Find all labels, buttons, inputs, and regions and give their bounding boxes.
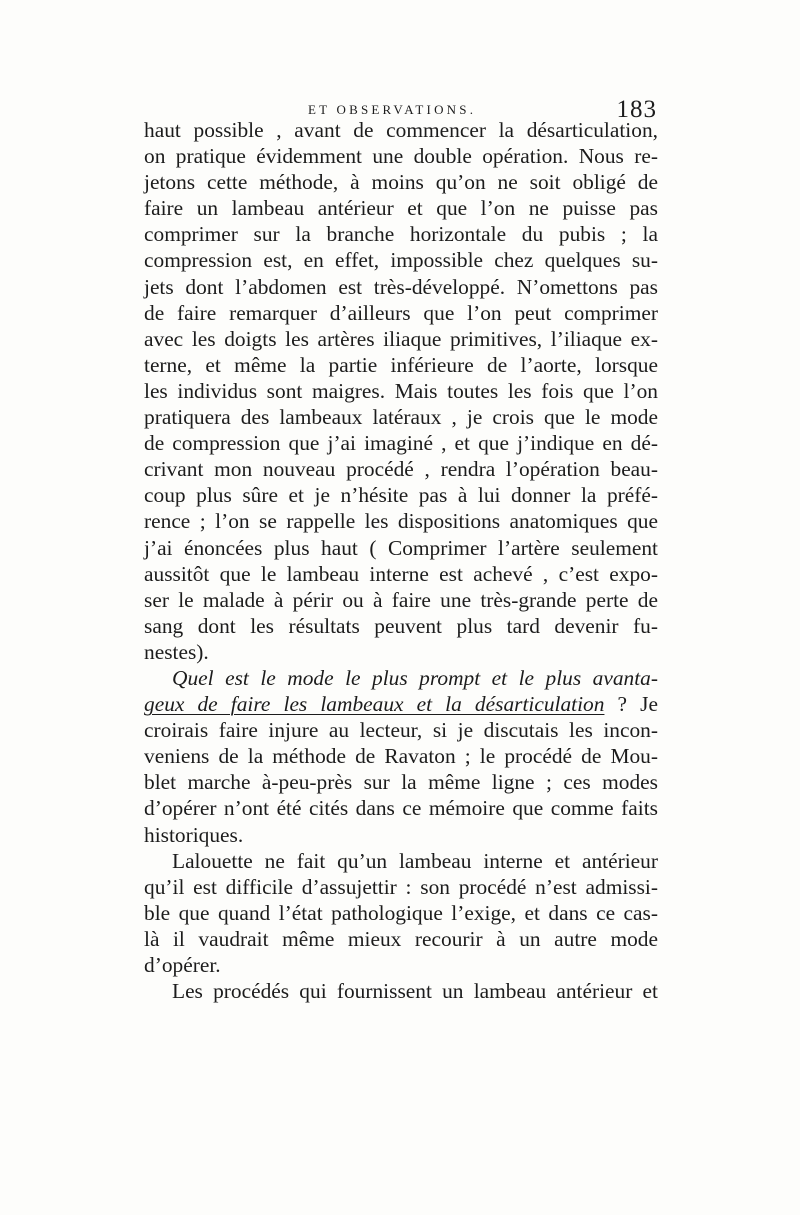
text-line: ser le malade à périr ou à faire une très-grande perte de — [144, 587, 658, 612]
italic-question-end: geux de faire les lambeaux et la désarticulation — [144, 692, 605, 717]
text-line: haut possible , avant de commencer la désarticulation, — [144, 118, 658, 142]
text-line: qu’il est difficile d’assujettir : son procédé n’est admissi- — [144, 874, 658, 899]
text-line: d’opérer n’ont été cités dans ce mémoire que comme faits — [144, 796, 658, 821]
text-line: jets dont l’abdomen est très-développé. N’omettons pas — [144, 274, 658, 299]
text-line: ble que quand l’état pathologique l’exige, et dans ce cas- — [144, 900, 658, 925]
text-line: de faire remarquer d’ailleurs que l’on peut comprimer — [144, 300, 658, 325]
text-line: nestes). — [144, 639, 209, 664]
italic-question-line-2 — [144, 691, 658, 717]
text-line: coup plus sûre et je n’hésite pas à lui donner la préfé- — [144, 483, 658, 508]
question-mark-tail: ? Je — [604, 692, 658, 717]
text-line: sang dont les résultats peuvent plus tard devenir fu- — [144, 613, 658, 638]
text-line: compression est, en effet, impossible chez quelques su- — [144, 248, 658, 273]
text-line: d’opérer. — [144, 953, 221, 977]
text-line: aussitôt que le lambeau interne est achevé , c’est expo- — [144, 561, 658, 586]
text-line: blet marche à-peu-près sur la même ligne ; ces modes — [144, 770, 658, 795]
text-line: là il vaudrait même mieux recourir à un autre mode — [144, 926, 658, 951]
text-line: faire un lambeau antérieur et que l’on ne puisse pas — [144, 196, 658, 221]
text-line: Lalouette ne fait qu’un lambeau interne et antérieur — [172, 848, 658, 873]
text-line: jetons cette méthode, à moins qu’on ne soit obligé de — [144, 170, 658, 195]
text-line: historiques. — [144, 822, 244, 847]
text-line: Les procédés qui fournissent un lambeau antérieur et — [172, 979, 658, 1004]
text-line: j’ai énoncées plus haut ( Comprimer l’artère seulement — [144, 535, 658, 560]
text-line: pratiquera des lambeaux latéraux , je crois que le mode — [144, 405, 658, 430]
text-line: de compression que j’ai imaginé , et que j’indique en dé- — [144, 431, 658, 456]
page-number: 183 — [616, 96, 657, 123]
text-line: les individus sont maigres. Mais toutes les fois que l’on — [144, 378, 658, 403]
text-line: rence ; l’on se rappelle les dispositions anatomiques que — [144, 509, 658, 534]
italic-question-line: Quel est le mode le plus prompt et le plus avanta- — [172, 665, 658, 690]
text-line: croirais faire injure au lecteur, si je discutais les incon- — [144, 718, 658, 743]
running-head: ET OBSERVATIONS. — [308, 102, 477, 117]
text-line: crivant mon nouveau procédé , rendra l’opération beau- — [144, 457, 658, 482]
text-line: comprimer sur la branche horizontale du pubis ; la — [144, 222, 658, 247]
text-line: on pratique évidemment une double opération. Nous re- — [144, 144, 658, 169]
text-line: veniens de la méthode de Ravaton ; le procédé de Mou- — [144, 744, 658, 769]
text-line: avec les doigts les artères iliaque primitives, l’iliaque ex- — [144, 326, 658, 351]
text-line: terne, et même la partie inférieure de l’aorte, lorsque — [144, 352, 658, 377]
body-text — [144, 117, 658, 1004]
